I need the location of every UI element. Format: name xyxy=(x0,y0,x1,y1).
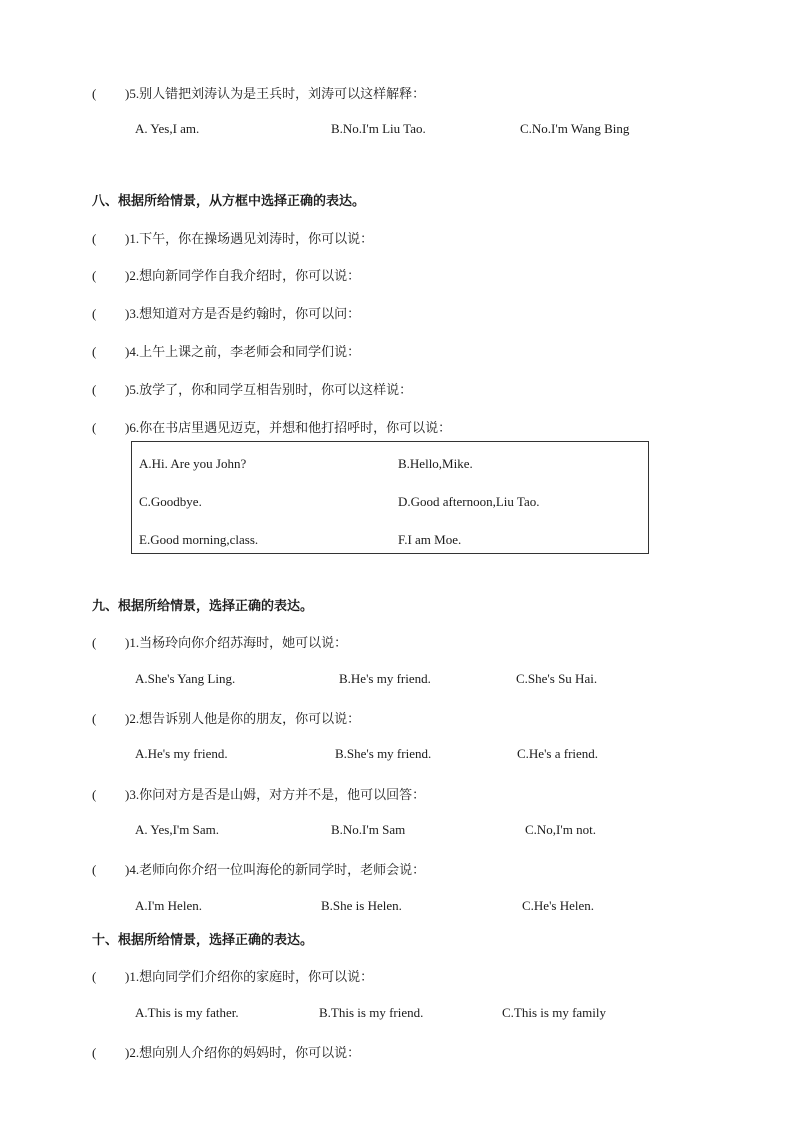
question-8-6 xyxy=(92,417,451,436)
question-9-2 xyxy=(92,708,360,727)
question-text: )3.你问对方是否是山姆，对方并不是，他可以回答： xyxy=(125,787,426,802)
question-9-3 xyxy=(92,784,425,803)
answer-blank[interactable]: ( xyxy=(92,382,97,397)
box-option-e[interactable]: E.Good morning,class. xyxy=(139,532,259,547)
answer-blank[interactable]: ( xyxy=(92,862,97,877)
options-box xyxy=(131,441,649,554)
box-option-c[interactable]: C.Goodbye. xyxy=(139,494,202,509)
option-b[interactable]: B.No.I'm Liu Tao. xyxy=(331,121,426,136)
option-b[interactable]: B.He's my friend. xyxy=(339,671,431,686)
option-a[interactable]: A.This is my father. xyxy=(135,1005,239,1020)
answer-blank[interactable]: ( xyxy=(92,635,97,650)
question-8-3 xyxy=(92,303,360,322)
option-a[interactable]: A. Yes,I'm Sam. xyxy=(135,822,219,837)
question-8-4 xyxy=(92,341,360,360)
question-10-1 xyxy=(92,966,373,985)
option-b[interactable]: B.This is my friend. xyxy=(319,1005,424,1020)
option-a[interactable]: A. Yes,I am. xyxy=(135,121,200,136)
option-a[interactable]: A.I'm Helen. xyxy=(135,898,202,913)
answer-blank[interactable]: ( xyxy=(92,86,97,101)
option-c[interactable]: C.No,I'm not. xyxy=(525,822,596,837)
option-c[interactable]: C.She's Su Hai. xyxy=(516,671,598,686)
question-text: )1.下午，你在操场遇见刘涛时，你可以说： xyxy=(125,231,374,246)
question-8-2 xyxy=(92,265,360,284)
option-a[interactable]: A.She's Yang Ling. xyxy=(135,671,236,686)
question-text: )2.想向别人介绍你的妈妈时，你可以说： xyxy=(125,1045,361,1060)
section-9-heading: 九、根据所给情景，选择正确的表达。 xyxy=(92,599,314,614)
question-text: )1.当杨玲向你介绍苏海时，她可以说： xyxy=(125,635,348,650)
question-text: )4.上午上课之前，李老师会和同学们说： xyxy=(125,344,361,359)
option-c[interactable]: C.No.I'm Wang Bing xyxy=(520,121,630,136)
answer-blank[interactable]: ( xyxy=(92,344,97,359)
question-9-4 xyxy=(92,859,425,878)
box-option-a[interactable]: A.Hi. Are you John? xyxy=(139,456,247,471)
option-c[interactable]: C.He's Helen. xyxy=(522,898,595,913)
box-option-f[interactable]: F.I am Moe. xyxy=(398,532,462,547)
question-7-5 xyxy=(92,83,425,102)
question-8-1 xyxy=(92,228,373,247)
option-b[interactable]: B.She is Helen. xyxy=(321,898,402,913)
question-text: )2.想告诉别人他是你的朋友，你可以说： xyxy=(125,711,361,726)
answer-blank[interactable]: ( xyxy=(92,711,97,726)
section-10-heading: 十、根据所给情景，选择正确的表达。 xyxy=(92,933,314,948)
answer-blank[interactable]: ( xyxy=(92,306,97,321)
question-text: )3.想知道对方是否是约翰时，你可以问： xyxy=(125,306,361,321)
question-10-2 xyxy=(92,1042,360,1061)
question-text: )4.老师向你介绍一位叫海伦的新同学时，老师会说： xyxy=(125,862,426,877)
box-option-d[interactable]: D.Good afternoon,Liu Tao. xyxy=(398,494,540,509)
section-8-heading: 八、根据所给情景，从方框中选择正确的表达。 xyxy=(92,194,366,209)
answer-blank[interactable]: ( xyxy=(92,231,97,246)
option-a[interactable]: A.He's my friend. xyxy=(135,746,228,761)
answer-blank[interactable]: ( xyxy=(92,969,97,984)
option-c[interactable]: C.This is my family xyxy=(502,1005,606,1020)
answer-blank[interactable]: ( xyxy=(92,787,97,802)
answer-blank[interactable]: ( xyxy=(92,420,97,435)
option-b[interactable]: B.She's my friend. xyxy=(335,746,432,761)
option-c[interactable]: C.He's a friend. xyxy=(517,746,599,761)
question-text: )1.想向同学们介绍你的家庭时，你可以说： xyxy=(125,969,374,984)
question-text: )2.想向新同学作自我介绍时，你可以说： xyxy=(125,268,361,283)
answer-blank[interactable]: ( xyxy=(92,1045,97,1060)
option-b[interactable]: B.No.I'm Sam xyxy=(331,822,406,837)
question-text: )6.你在书店里遇见迈克，并想和他打招呼时，你可以说： xyxy=(125,420,452,435)
box-option-b[interactable]: B.Hello,Mike. xyxy=(398,456,473,471)
question-8-5 xyxy=(92,379,412,398)
question-9-1 xyxy=(92,632,347,651)
question-text: )5.别人错把刘涛认为是王兵时，刘涛可以这样解释： xyxy=(125,86,426,101)
question-text: )5.放学了，你和同学互相告别时，你可以这样说： xyxy=(125,382,413,397)
answer-blank[interactable]: ( xyxy=(92,268,97,283)
